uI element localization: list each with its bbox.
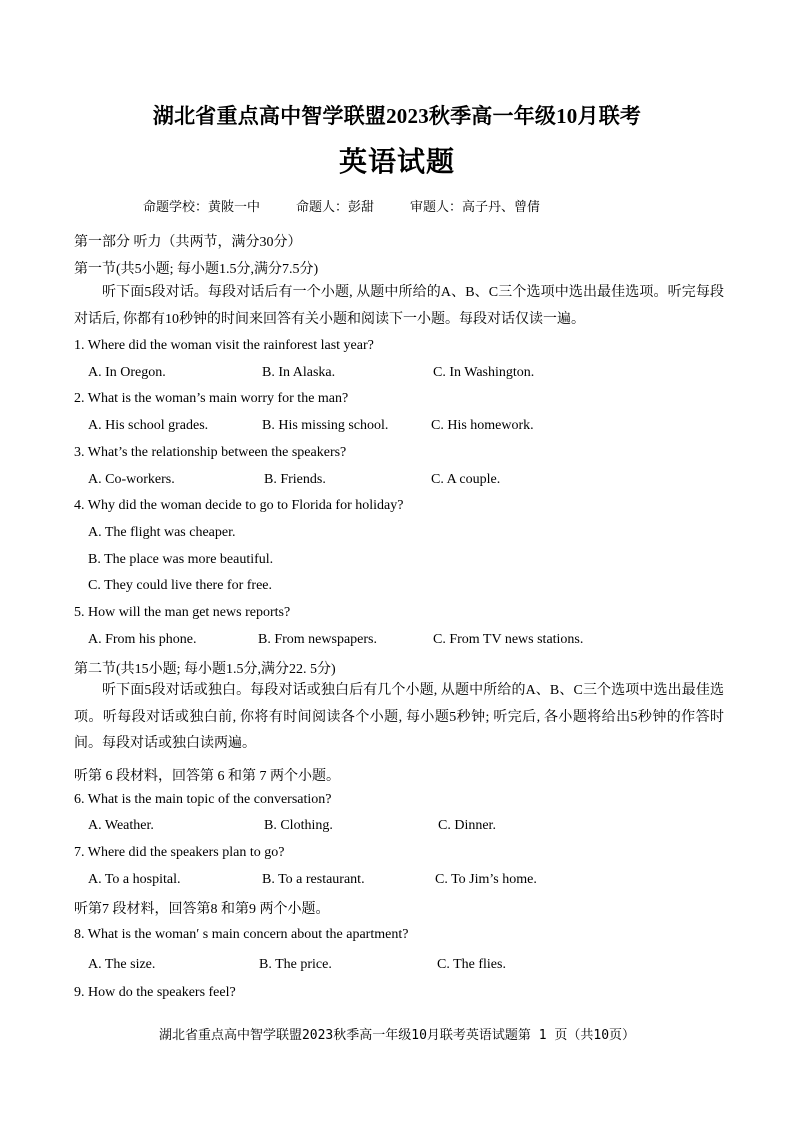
question-9: 9. How do the speakers feel? — [74, 985, 236, 1000]
q7-option-a: A. To a hospital. — [88, 872, 181, 887]
q5-option-b: B. From newspapers. — [258, 632, 377, 647]
q6-option-a: A. Weather. — [88, 818, 154, 833]
q6-option-c: C. Dinner. — [438, 818, 496, 833]
material-7-instruction: 听第7 段材料，回答第8 和第9 两个小题。 — [74, 902, 330, 917]
section2-instructions: 听下面5段对话或独白。每段对话或独白后有几个小题, 从题中所给的A、B、C三个选项中选出最佳选项。听每段对话或独白前, 你将有时间阅读各个小题, 每小题5秒钟; 听完后, 各小题将给出5秒钟的作答时间。每段对话或独白读两遍。 — [74, 683, 724, 751]
q1-option-b: B. In Alaska. — [262, 365, 336, 380]
q8-option-c: C. The flies. — [437, 957, 506, 972]
q5-option-a: A. From his phone. — [88, 632, 197, 647]
q3-option-b: B. Friends. — [264, 472, 326, 487]
q4-option-a: A. The flight was cheaper. — [88, 525, 236, 540]
question-5: 5. How will the man get news reports? — [74, 605, 291, 620]
q5-option-c: C. From TV news stations. — [433, 632, 584, 647]
q2-option-a: A. His school grades. — [88, 418, 209, 433]
material-6-instruction: 听第 6 段材料，回答第 6 和第 7 两个小题。 — [74, 769, 340, 784]
q1-option-a: A. In Oregon. — [88, 365, 166, 380]
question-4: 4. Why did the woman decide to go to Florida for holiday? — [74, 498, 404, 513]
section2-heading: 第二节(共15小题; 每小题1.5分,满分22. 5分) — [74, 662, 336, 677]
question-1: 1. Where did the woman visit the rainforest last year? — [74, 338, 374, 353]
meta-reviewer: 审题人：高子丹、曾倩 — [410, 200, 541, 215]
page-footer: 湖北省重点高中智学联盟2023秋季高一年级10月联考英语试题第 1 页（共10页） — [158, 1028, 636, 1043]
section1-instructions: 听下面5段对话。每段对话后有一个小题, 从题中所给的A、B、C三个选项中选出最佳选项。听完每段对话后, 你都有10秒钟的时间来回答有关小题和阅读下一小题。每段对话仅读一遍。 — [74, 285, 724, 327]
exam-title: 湖北省重点高中智学联盟2023秋季高一年级10月联考 — [152, 104, 642, 128]
part1-heading: 第一部分 听力（共两节，满分30分） — [74, 235, 302, 250]
q1-option-c: C. In Washington. — [433, 365, 535, 380]
q2-option-b: B. His missing school. — [262, 418, 389, 433]
meta-author: 命题人：彭甜 — [296, 200, 375, 215]
question-7: 7. Where did the speakers plan to go? — [74, 845, 285, 860]
question-6: 6. What is the main topic of the conversation? — [74, 792, 332, 807]
q8-option-a: A. The size. — [88, 957, 156, 972]
meta-school: 命题学校：黄陂一中 — [143, 200, 261, 215]
question-3: 3. What’s the relationship between the speakers? — [74, 445, 347, 460]
exam-subtitle: 英语试题 — [338, 147, 455, 178]
q4-option-b: B. The place was more beautiful. — [88, 552, 274, 567]
question-8: 8. What is the woman′ s main concern about the apartment? — [74, 927, 409, 942]
q3-option-c: C. A couple. — [431, 472, 501, 487]
q4-option-c: C. They could live there for free. — [88, 578, 273, 593]
q6-option-b: B. Clothing. — [264, 818, 333, 833]
q2-option-c: C. His homework. — [431, 418, 534, 433]
q8-option-b: B. The price. — [259, 957, 332, 972]
q7-option-c: C. To Jim’s home. — [435, 872, 537, 887]
question-2: 2. What is the woman’s main worry for the man? — [74, 391, 349, 406]
q3-option-a: A. Co-workers. — [88, 472, 175, 487]
q7-option-b: B. To a restaurant. — [262, 872, 365, 887]
section1-heading: 第一节(共5小题; 每小题1.5分,满分7.5分) — [74, 262, 319, 277]
